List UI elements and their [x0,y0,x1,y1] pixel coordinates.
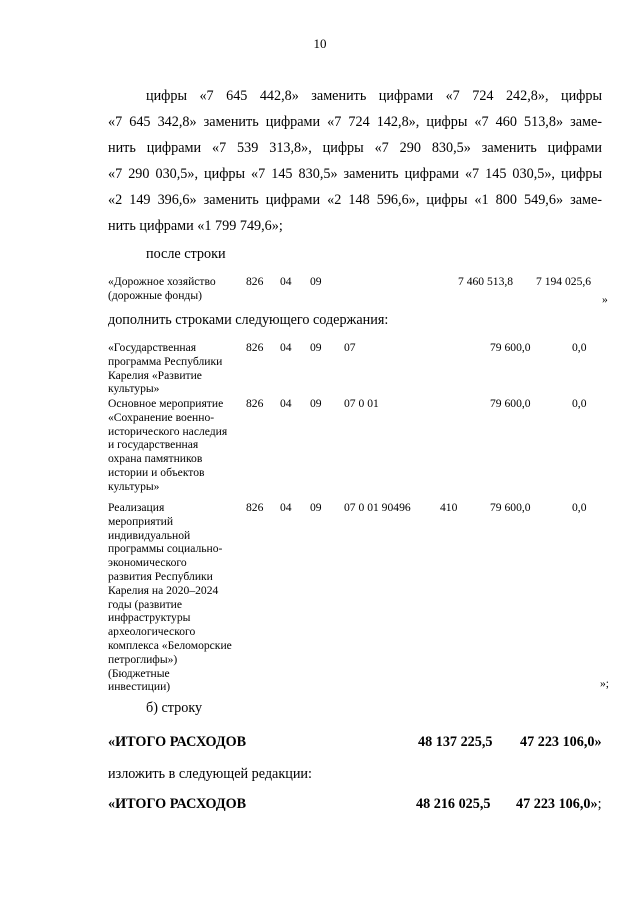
cell-amount2: 0,0 [572,501,587,514]
cell-target: 07 [344,341,356,354]
cell-amount1: 79 600,0 [490,397,531,410]
total-new-tail: ; [597,796,602,812]
total-new-amounts [516,796,602,813]
rows-closing: »; [600,677,610,690]
cell-section: 04 [280,341,292,354]
row-closing: » [602,293,608,306]
intro-line: «7 290 030,5», цифры «7 145 830,5» заменить цифрами «7 145 030,5», цифры [108,166,602,182]
table-row [108,501,608,693]
cell-ministry: 826 [246,501,264,514]
table-row [108,341,608,396]
cell-section: 04 [280,275,292,288]
cell-target: 07 0 01 90496 [344,501,411,514]
cell-amount2: 7 194 025,6 [536,275,592,288]
total-old-amount1: 48 137 225,5 [418,734,493,750]
cell-ministry: 826 [246,275,264,288]
after-row-label: после строки [146,246,226,262]
table-row [108,397,608,507]
total-new-label: «ИТОГО РАСХОДОВ [108,796,247,812]
intro-line: нить цифрами «7 539 313,8», цифры «7 290 830,5» заменить цифрами [108,140,602,156]
cell-amount2: 0,0 [572,341,587,354]
cell-type: 410 [440,501,458,514]
page-number: 10 [313,36,327,51]
cell-amount1: 79 600,0 [490,501,531,514]
row-name: «Государственная программа Республики Карелия «Развитие культуры» [108,341,223,396]
row-name: «Дорожное хозяйство (дорожные фонды) [108,275,216,302]
intro-line: нить цифрами «1 799 749,6»; [108,218,283,234]
cell-ministry: 826 [246,341,264,354]
cell-target: 07 0 01 [344,397,379,410]
total-new-amount1: 48 216 025,5 [416,796,491,812]
cell-subsection: 09 [310,397,322,410]
restate-label: изложить в следующей редакции: [108,766,312,782]
total-old-label: «ИТОГО РАСХОДОВ [108,734,247,750]
table-row [108,275,608,309]
total-new-amount2: 47 223 106,0» [516,796,598,812]
intro-line: «2 149 396,6» заменить цифрами «2 148 596,6», цифры «1 800 549,6» заме- [108,192,602,208]
cell-amount1: 79 600,0 [490,341,531,354]
row-name: Реализация мероприятий индивидуальной программы социально-экономического развития Республики Карелия на 2020–2024 годы (развитие инфраструктуры археологического комплекса «Беломорские петроглифы») (Бюджетные инвестиции) [108,501,232,694]
total-old-amount2: 47 223 106,0» [520,734,602,750]
add-rows-label: дополнить строками следующего содержания: [108,312,389,328]
cell-amount1: 7 460 513,8 [458,275,514,288]
cell-section: 04 [280,397,292,410]
cell-amount2: 0,0 [572,397,587,410]
row-name: Основное мероприятие «Сохранение военно-исторического наследия и государственная охрана памятников истории и объектов культуры» [108,397,228,493]
cell-subsection: 09 [310,501,322,514]
cell-subsection: 09 [310,341,322,354]
cell-subsection: 09 [310,275,322,288]
intro-line: цифры «7 645 442,8» заменить цифрами «7 724 242,8», цифры [146,88,602,104]
cell-section: 04 [280,501,292,514]
intro-line: «7 645 342,8» заменить цифрами «7 724 142,8», цифры «7 460 513,8» заме- [108,114,602,130]
b-label: б) строку [146,700,203,716]
cell-ministry: 826 [246,397,264,410]
